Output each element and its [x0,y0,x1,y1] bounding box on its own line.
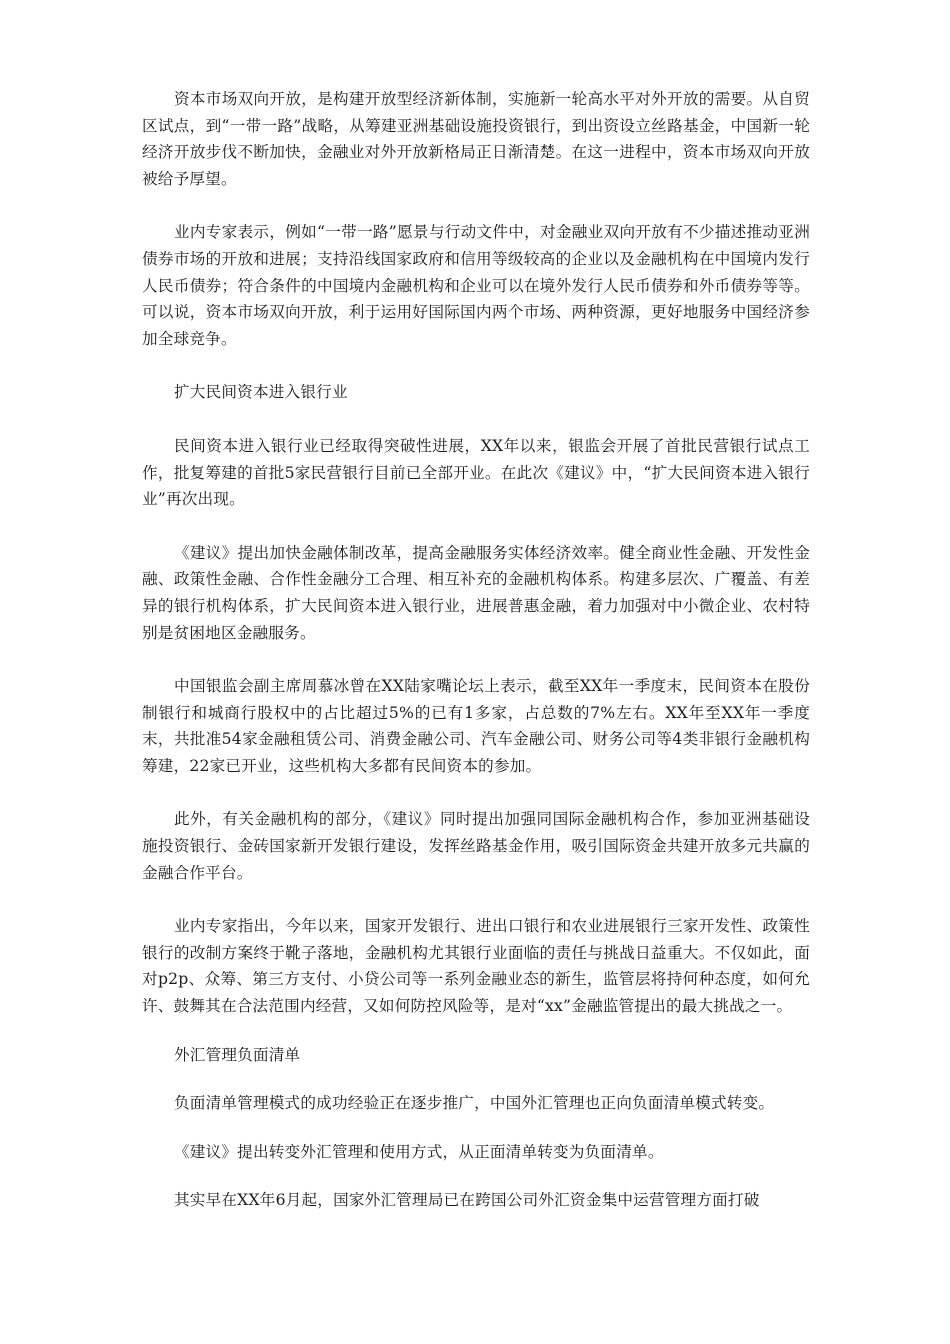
document-body [142,86,810,1214]
paragraph-international-cooperation: 此外，有关金融机构的部分，《建议》同时提出加强同国际金融机构合作，参加亚洲基础设施投资银行、金砖国家新开发银行建设，发挥丝路基金作用，吸引国际资金共建开放多元共赢的金融合作平台。 [142,810,810,882]
paragraph-capital-market-opening: 资本市场双向开放，是构建开放型经济新体制，实施新一轮高水平对外开放的需要。从自贸区试点，到“一带一路”战略，从筹建亚洲基础设施投资银行，到出资设立丝路基金，中国新一轮经济开放步伐不断加快，金融业对外开放新格局正日渐清楚。在这一进程中，资本市场双向开放被给予厚望。 [142,90,810,188]
paragraph-cbrc-statement: 中国银监会副主席周慕冰曾在XX陆家嘴论坛上表示，截至XX年一季度末，民间资本在股份制银行和城商行股权中的占比超过5%的已有1多家，占总数的7%左右。XX年至XX年一季度末，共批准54家金融租赁公司、消费金融公司、汽车金融公司、财务公司等4类非银行金融机构筹建，22家已开业，这些机构大多都有民间资本的参加。 [142,677,810,775]
paragraph-financial-reform: 《建议》提出加快金融体制改革，提高金融服务实体经济效率。健全商业性金融、开发性金融、政策性金融、合作性金融分工合理、相互补充的金融机构体系。构建多层次、广覆盖、有差异的银行机构体系，扩大民间资本进入银行业，进展普惠金融，着力加强对中小微企业、农村特别是贫困地区金融服务。 [142,543,810,642]
paragraph-forex-shift: 《建议》提出转变外汇管理和使用方式，从正面清单转变为负面清单。 [174,1142,664,1161]
section-heading-negative-list: 外汇管理负面清单 [174,1045,301,1064]
paragraph-forex-history: 其实早在XX年6月起，国家外汇管理局已在跨国公司外汇资金集中运营管理方面打破 [174,1191,760,1210]
paragraph-negative-list-model: 负面清单管理模式的成功经验正在逐步推广，中国外汇管理也正向负面清单模式转变。 [174,1094,775,1113]
paragraph-private-banks: 民间资本进入银行业已经取得突破性进展，XX年以来，银监会开展了首批民营银行试点工作，批复筹建的首批5家民营银行目前已全部开业。在此次《建议》中，“扩大民间资本进入银行业”再次出现。 [142,436,810,509]
paragraph-expert-belt-road: 业内专家表示，例如“一带一路”愿景与行动文件中，对金融业双向开放有不少描述推动亚洲债券市场的开放和进展；支持沿线国家政府和信用等级较高的企业以及金融机构在中国境内发行人民币债券；符合条件的中国境内金融机构和企业可以在境外发行人民币债券和外币债券等等。可以说，资本市场双向开放，利于运用好国际国内两个市场、两种资源，更好地服务中国经济参加全球竞争。 [142,223,810,348]
section-heading-private-capital: 扩大民间资本进入银行业 [174,383,348,402]
paragraph-regulatory-challenge: 业内专家指出，今年以来，国家开发银行、进出口银行和农业进展银行三家开发性、政策性银行的改制方案终于靴子落地，金融机构尤其银行业面临的责任与挑战日益重大。不仅如此，面对p2p、众筹、第三方支付、小贷公司等一系列金融业态的新生，监管层将持何种态度，如何允许、鼓舞其在合法范围内经营，又如何防控风险等，是对“xx”金融监管提出的最大挑战之一。 [142,917,810,1016]
